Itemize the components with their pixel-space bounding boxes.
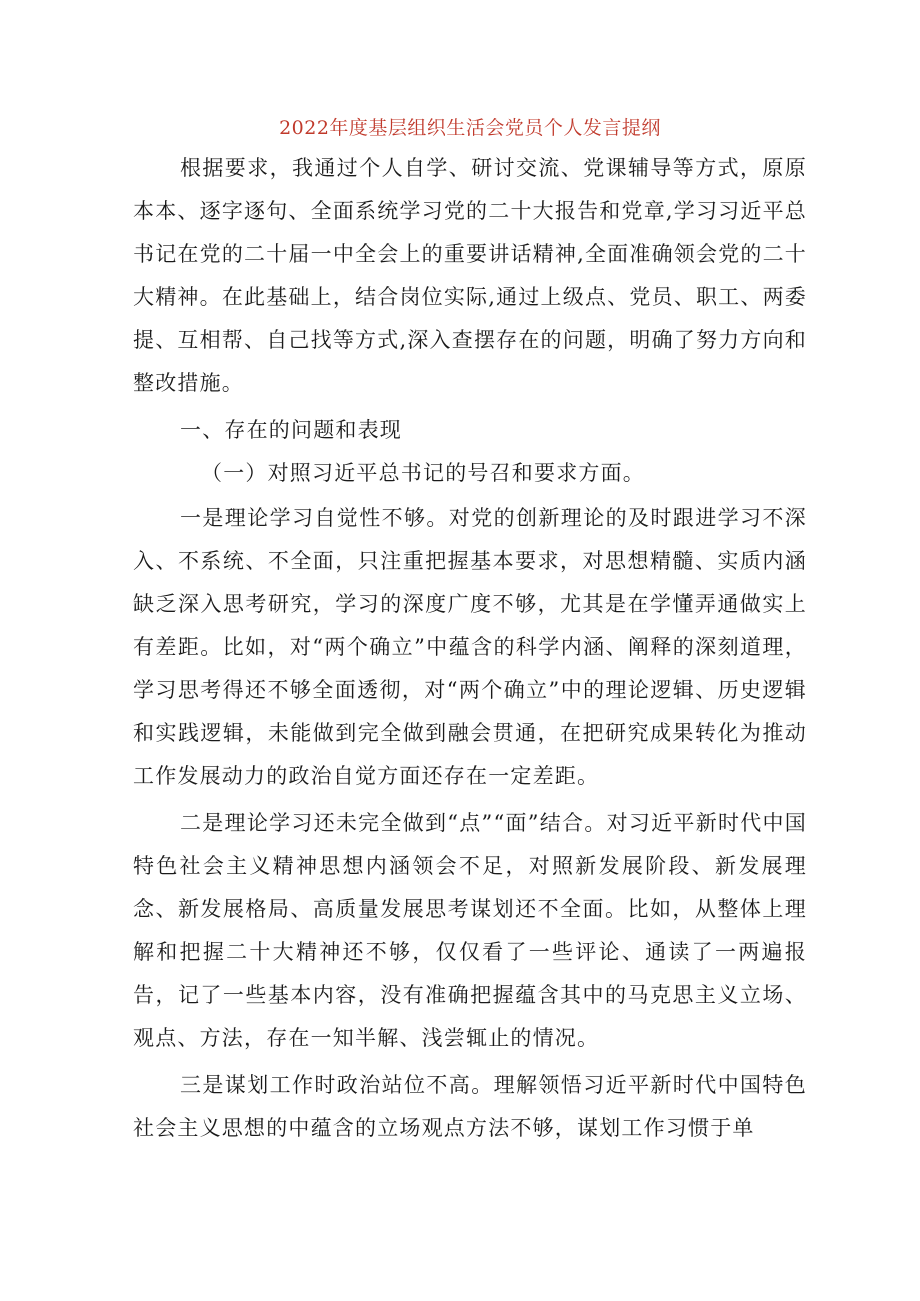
- intro-paragraph: 根据要求，我通过个人自学、研讨交流、党课辅导等方式，原原本本、逐字逐句、全面系统学习党的二十大报告和党章,学习习近平总书记在党的二十届一中全会上的重要讲话精神,全面准确领会党的二十大精神。在此基础上，结合岗位实际,通过上级点、党员、职工、两委提、互相帮、自己找等方式,深入查摆存在的问题，明确了努力方向和整改措施。: [133, 156, 807, 395]
- document-page: [133, 113, 807, 1154]
- section-heading: 一、存在的问题和表现: [180, 418, 402, 442]
- body-paragraph-2: 二是理论学习还未完全做到“点”“面”结合。对习近平新时代中国特色社会主义精神思想内涵领会不足，对照新发展阶段、新发展理念、新发展格局、高质量发展思考谋划还不全面。比如，从整体上理解和把握二十大精神还不够，仅仅看了一些评论、通读了一两遍报告，记了一些基本内容，没有准确把握蕴含其中的马克思主义立场、观点、方法，存在一知半解、浅尝辄止的情况。: [133, 811, 807, 1050]
- subsection-heading: （一）对照习近平总书记的号召和要求方面。: [201, 461, 645, 485]
- body-paragraph-1: 一是理论学习自觉性不够。对党的创新理论的及时跟进学习不深入、不系统、不全面，只注重把握基本要求，对思想精髓、实质内涵缺乏深入思考研究，学习的深度广度不够，尤其是在学懂弄通做实上有差距。比如，对“两个确立”中蕴含的科学内涵、阐释的深刻道理，学习思考得还不够全面透彻，对“两个确立”中的理论逻辑、历史逻辑和实践逻辑，未能做到完全做到融会贯通，在把研究成果转化为推动工作发展动力的政治自觉方面还存在一定差距。: [133, 506, 807, 788]
- body-paragraph-3: 三是谋划工作时政治站位不高。理解领悟习近平新时代中国特色社会主义思想的中蕴含的立场观点方法不够，谋划工作习惯于单: [133, 1073, 807, 1140]
- document-title: 2022年度基层组织生活会党员个人发言提纲: [279, 117, 661, 139]
